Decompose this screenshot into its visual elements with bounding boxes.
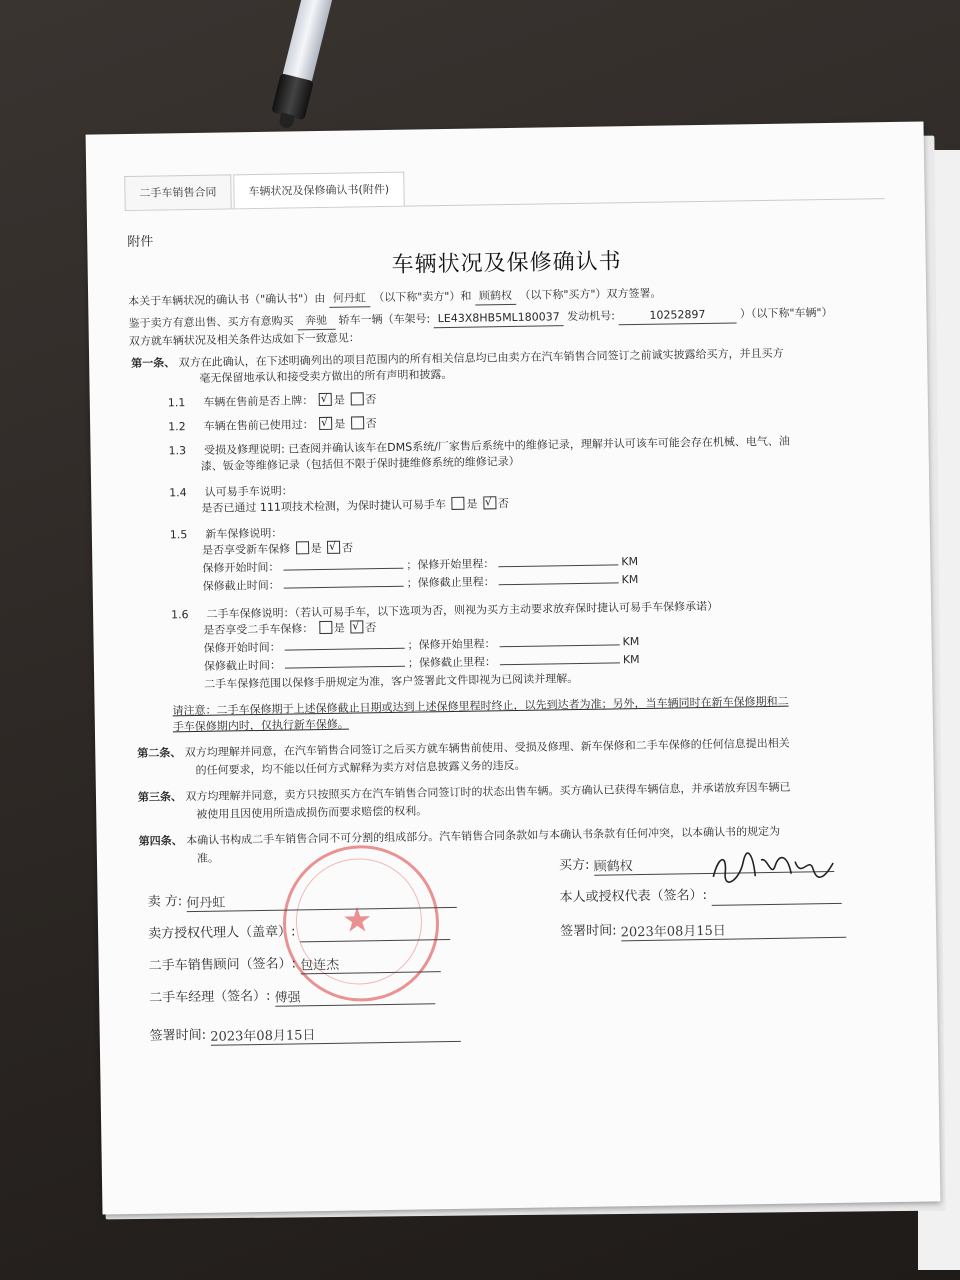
article-3-line-2: 被使用且因使用所造成损伤而要求赔偿的权利。	[196, 804, 428, 821]
used-warranty-start-km-field[interactable]	[499, 634, 619, 647]
intro-line-1: 本关于车辆状况的确认书（"确认书"）由 何丹虹 （以下称"卖方"）和 顾鹤权 （以下称"买方"）双方签署。	[128, 286, 662, 308]
used-warranty-no-checkbox[interactable]	[350, 620, 363, 633]
new-warranty-no-checkbox[interactable]	[327, 541, 340, 554]
intro-line-2: 鉴于卖方有意出售、买方有意购买 奔驰 轿车一辆（车架号: LE43X8HB5ML180037 发动机号: 10252897 ）（以下称"车辆"）	[128, 305, 833, 330]
warranty-note-line-2: 手车保修期内时，仅执行新车保修。	[172, 717, 349, 734]
seller-date-row: 签署时间: 2023年08月15日	[150, 1023, 461, 1047]
item-1-5-title: 1.5 新车保修说明：	[169, 526, 283, 542]
article-2-line-2: 的任何要求，均不能以任何方式解释为卖方对信息披露义务的违反。	[195, 758, 526, 777]
certified-yes-checkbox[interactable]	[451, 497, 464, 510]
item-1-2: 1.2 车辆在售前已使用过： √ 是 否	[168, 416, 377, 435]
document-tabs	[124, 164, 884, 211]
seller-agent-row: 卖方授权代理人（盖章）:	[148, 921, 450, 945]
plated-yes-checkbox[interactable]	[319, 393, 332, 406]
tab-sales-contract[interactable]: 二手车销售合同	[124, 174, 232, 210]
new-warranty-yes-checkbox[interactable]	[295, 541, 308, 554]
attachment-label: 附件	[127, 234, 154, 251]
new-warranty-start-km-field[interactable]	[498, 554, 618, 567]
item-1-5-question: 是否享受新车保修 是 √ 否	[202, 540, 353, 558]
buyer-date-row: 签署时间: 2023年08月15日	[560, 919, 846, 942]
used-warranty-yes-checkbox[interactable]	[319, 621, 332, 634]
new-warranty-end-time-field[interactable]	[283, 576, 403, 589]
used-warranty-scope: 二手车保修范围以保修手册规定为准，客户签署此文件即视为已阅读并理解。	[204, 671, 579, 691]
certified-no-checkbox[interactable]	[483, 496, 496, 509]
sales-consultant-signature: 包连杰	[300, 955, 440, 974]
used-no-checkbox[interactable]	[351, 416, 364, 429]
warranty-note-line-1: 请注意：二手车保修期于上述保修截止日期或达到上述保修里程时终止，以先到达者为准；另外，当车辆同时在新车保修期和二	[172, 694, 789, 718]
used-warranty-start-row: 保修开始时间： ；保修开始里程： KM	[203, 635, 640, 655]
tab-vehicle-condition[interactable]: 车辆状况及保修确认书(附件)	[233, 172, 404, 209]
new-warranty-start-time-field[interactable]	[283, 558, 403, 571]
used-yes-checkbox[interactable]	[319, 417, 332, 430]
used-warranty-end-time-field[interactable]	[284, 656, 404, 669]
manager-row: 二手车经理（签名）: 傅强	[149, 985, 435, 1008]
used-warranty-end-km-field[interactable]	[499, 652, 619, 665]
buyer-signature-row: 买方: 顾鹤权	[559, 853, 834, 876]
sales-consultant-row: 二手车销售顾问（签名）: 包连杰	[149, 953, 441, 976]
seller-signature-row: 卖 方: 何丹虹	[148, 889, 457, 913]
article-3-line-1: 第三条、 双方均理解并同意，卖方只按照买方在汽车销售合同签订时的状态出售车辆。买方确认已获得车辆信息，并承诺放弃因车辆已	[137, 780, 791, 804]
vin-field: LE43X8HB5ML180037	[434, 309, 564, 328]
used-warranty-end-row: 保修截止时间： ；保修截止里程： KM	[203, 653, 640, 673]
item-1-4-question: 是否已通过 111项技术检测，为保时捷认可易手车 是 √ 否	[201, 496, 509, 517]
new-warranty-end-km-field[interactable]	[498, 572, 618, 585]
new-warranty-start-row: 保修开始时间： ；保修开始里程： KM	[202, 555, 639, 575]
article-1-line-1: 第一条、 双方在此确认，在下述明确列出的项目范围内的所有相关信息均已由卖方在汽车销售合同签订之前诚实披露给买方，并且买方	[131, 346, 784, 370]
item-1-1: 1.1 车辆在售前是否上牌： √ 是 否	[168, 392, 377, 411]
article-4-line-1: 第四条、 本确认书构成二手车销售合同不可分割的组成部分。汽车销售合同条款如与本确认书条款有任何冲突，以本确认书的规定为	[138, 824, 781, 848]
item-1-6-title: 1.6 二手车保修说明：（若认可易手车，以下选项为否，则视为买方主动要求放弃保时捷认可易手车保修承诺）	[171, 599, 719, 622]
engine-number-field: 10252897	[618, 306, 736, 325]
buyer-sign-date: 2023年08月15日	[621, 921, 846, 942]
buyer-handwritten-signature	[709, 849, 840, 892]
seller-agent-field[interactable]	[300, 923, 450, 942]
page-title: 车辆状况及保修确认书	[391, 249, 622, 278]
seller-name-signature: 何丹虹	[186, 891, 456, 912]
brand-field: 奔驰	[297, 313, 335, 331]
article-4-line-2: 准。	[196, 851, 220, 865]
item-1-6-question: 是否享受二手车保修： 是 √ 否	[203, 620, 376, 639]
seller-name-field: 何丹虹	[329, 290, 370, 308]
intro-line-3: 双方就车辆状况及相关条件达成如下一致意见：	[128, 331, 360, 348]
seller-sign-date: 2023年08月15日	[210, 1025, 460, 1046]
item-1-3-line-2: 漆、钣金等维修记录（包括但不限于保时捷维修系统的维修记录）	[200, 454, 520, 473]
document-page	[86, 121, 941, 1214]
item-1-3-line-1: 1.3 受损及修理说明: 已查阅并确认该车在DMS系统/厂家售后系统中的维修记录，理解并认可该车可能会存在机械、电气、油	[168, 434, 790, 458]
manager-signature: 傅强	[275, 987, 435, 1007]
new-warranty-end-row: 保修截止时间： ；保修截止里程： KM	[202, 573, 639, 593]
article-1-line-2: 毫无保留地承认和接受卖方做出的所有声明和披露。	[199, 367, 453, 385]
item-1-4-title: 1.4 认可易手车说明：	[169, 484, 293, 500]
article-2-line-1: 第二条、 双方均理解并同意，在汽车销售合同签订之后买方就车辆售前使用、受损及修理、新车保修和二手车保修的任何信息提出相关	[137, 736, 790, 760]
used-warranty-start-time-field[interactable]	[284, 638, 404, 651]
company-seal: ★	[282, 844, 440, 1002]
buyer-rep-row: 本人或授权代表（签名）:	[559, 885, 841, 908]
buyer-name-field: 顾鹤权	[475, 288, 516, 306]
plated-no-checkbox[interactable]	[350, 392, 363, 405]
buyer-name-signature: 顾鹤权	[594, 855, 834, 876]
